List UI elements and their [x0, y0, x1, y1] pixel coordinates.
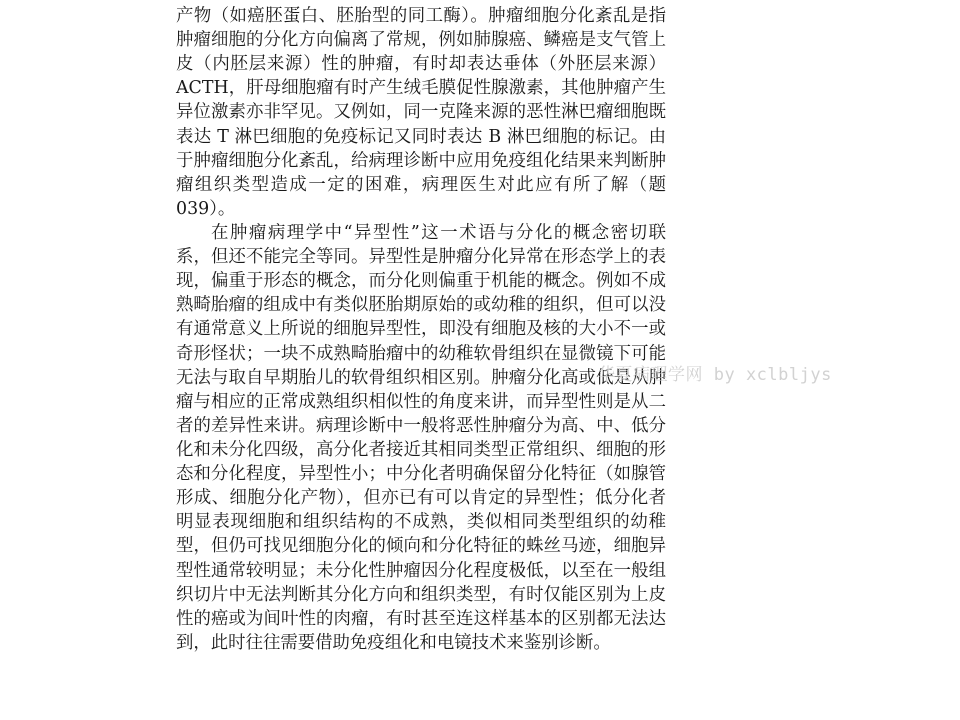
text-line: 性的癌或为间叶性的肉瘤，有时甚至连这样基本的区别都无法达	[176, 608, 666, 629]
text-line: 到，此时往往需要借助免疫组化和电镜技术来鉴别诊断。	[176, 632, 611, 653]
text-line: 异位激素亦非罕见。又例如，同一克隆来源的恶性淋巴瘤细胞既	[176, 102, 666, 123]
text-line: 表达 T 淋巴细胞的免疫标记又同时表达 B 淋巴细胞的标记。由	[176, 126, 666, 147]
text-line: 现，偏重于形态的概念，而分化则偏重于机能的概念。例如不成	[176, 271, 666, 292]
text-line: 瘤与相应的正常成熟组织相似性的角度来讲，而异型性则是从二	[176, 391, 666, 412]
text-line: 形成、细胞分化产物），但亦已有可以肯定的异型性；低分化者	[176, 488, 666, 509]
body-text	[176, 4, 666, 655]
text-line: 奇形怪状；一块不成熟畸胎瘤中的幼稚软骨组织在显微镜下可能	[176, 343, 666, 364]
text-line: 化和未分化四级，高分化者接近其相同类型正常组织、细胞的形	[176, 439, 666, 460]
text-line: 型性通常较明显；未分化性肿瘤因分化程度极低，以至在一般组	[176, 560, 666, 581]
text-line: 型，但仍可找见细胞分化的倾向和分化特征的蛛丝马迹，细胞异	[176, 536, 666, 557]
text-line: 肿瘤细胞的分化方向偏离了常规，例如肺腺癌、鳞癌是支气管上	[176, 30, 666, 51]
text-line: 者的差异性来讲。病理诊断中一般将恶性肿瘤分为高、中、低分	[176, 415, 666, 436]
text-line: 态和分化程度，异型性小；中分化者明确保留分化特征（如腺管	[176, 464, 666, 485]
text-line: 无法与取自早期胎儿的软骨组织相区别。肿瘤分化高或低是从肿	[176, 367, 666, 388]
text-line: ACTH，肝母细胞瘤有时产生绒毛膜促性腺激素，其他肿瘤产生	[176, 78, 666, 99]
text-line: 织切片中无法判断其分化方向和组织类型，有时仅能区别为上皮	[176, 584, 666, 605]
text-line: 瘤组织类型造成一定的困难，病理医生对此应有所了解（题	[176, 174, 666, 195]
text-line: 熟畸胎瘤的组成中有类似胚胎期原始的或幼稚的组织，但可以没	[176, 295, 666, 316]
text-line: 在肿瘤病理学中“异型性”这一术语与分化的概念密切联	[211, 222, 666, 243]
text-line: 039）。	[176, 198, 236, 219]
text-line: 有通常意义上所说的细胞异型性，即没有细胞及核的大小不一或	[176, 319, 666, 340]
text-line: 皮（内胚层来源）性的肿瘤，有时却表达垂体（外胚层来源）	[176, 54, 666, 75]
text-line: 系，但还不能完全等同。异型性是肿瘤分化异常在形态学上的表	[176, 247, 666, 268]
paragraph	[176, 4, 666, 221]
text-line: 于肿瘤细胞分化紊乱，给病理诊断中应用免疫组化结果来判断肿	[176, 150, 666, 171]
watermark: 华夏病理学网 by xclbljys	[598, 365, 832, 385]
text-line: 产物（如癌胚蛋白、胚胎型的同工酶）。肿瘤细胞分化紊乱是指	[176, 6, 666, 26]
paragraph	[176, 221, 666, 655]
text-line: 明显表现细胞和组织结构的不成熟，类似相同类型组织的幼稚	[176, 512, 666, 533]
